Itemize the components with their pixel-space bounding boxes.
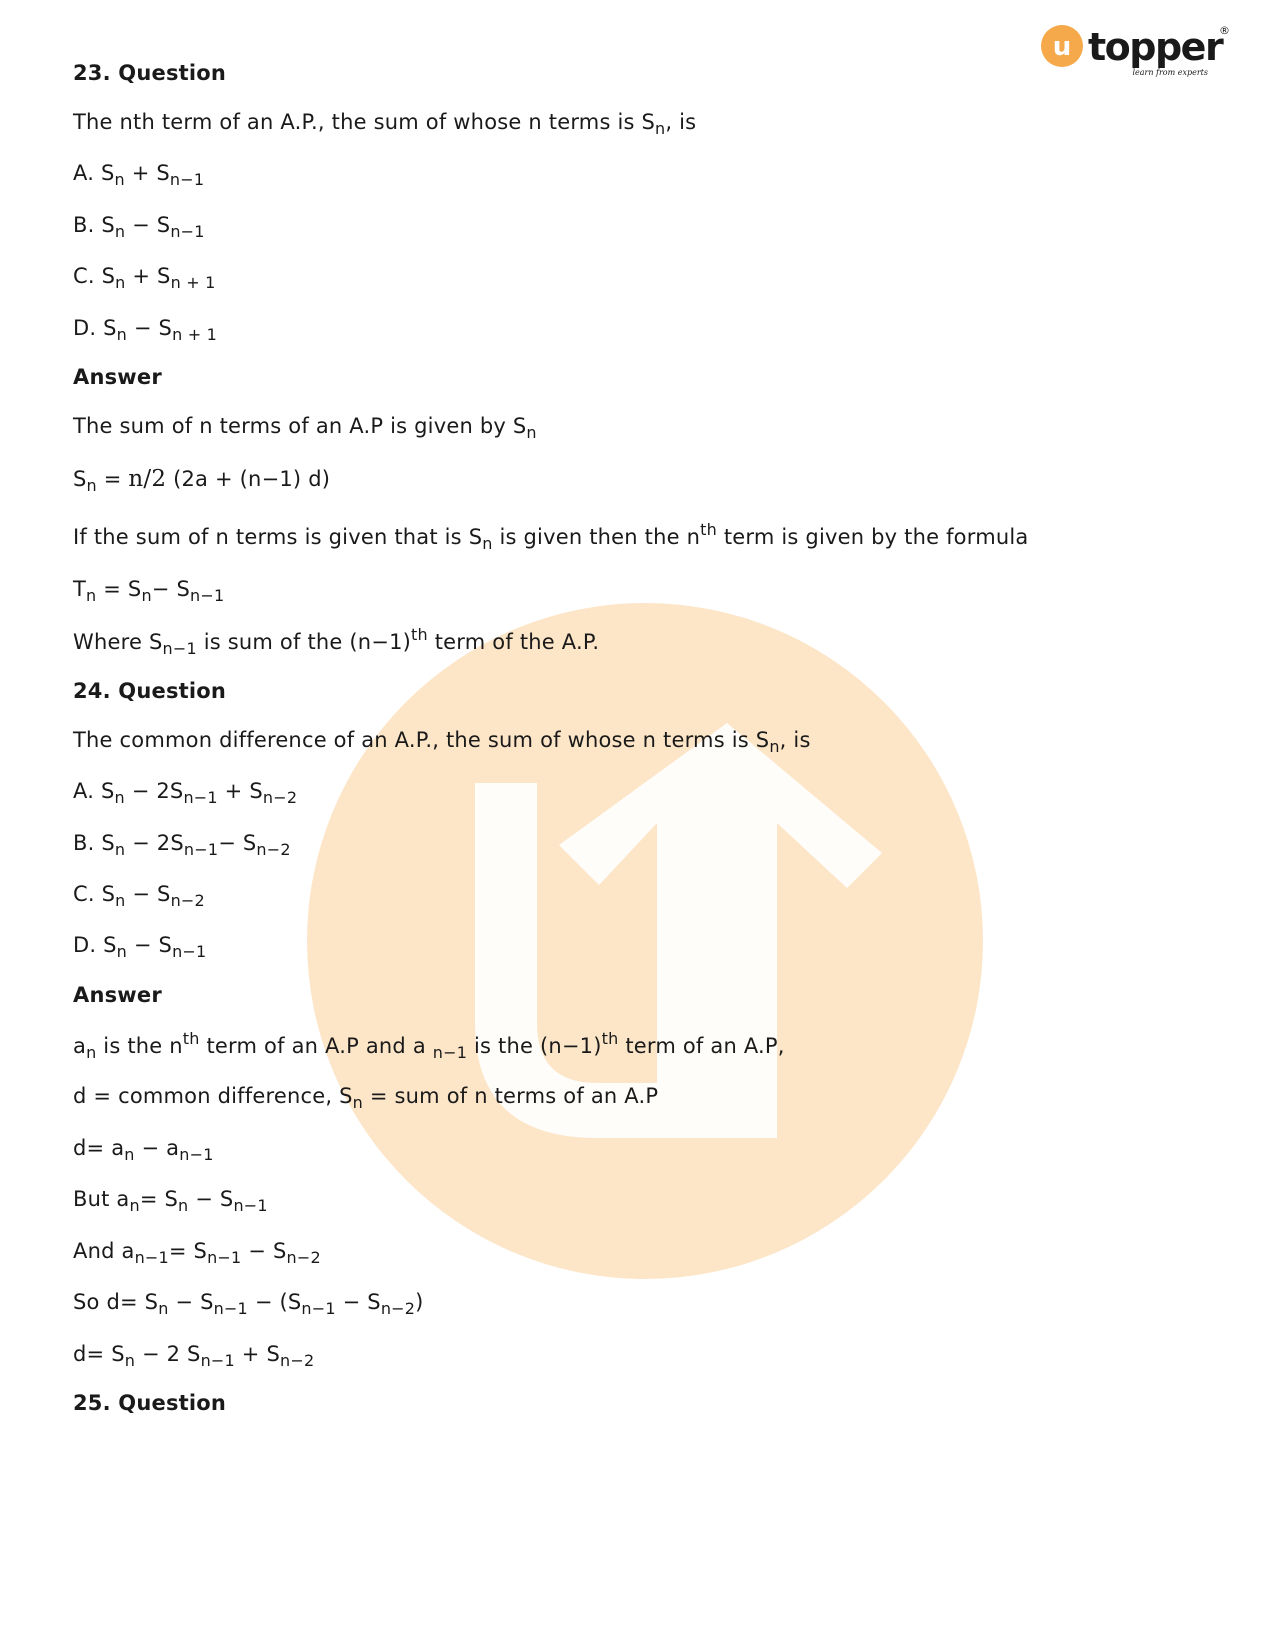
q24-heading: 24. Question bbox=[73, 679, 227, 703]
q23-solution-line-1: The sum of n terms of an A.P is given by $S_n$ bbox=[73, 414, 537, 442]
q24-answer-label: Answer bbox=[73, 983, 162, 1007]
q24-option-a: A. $S_n - 2S_{n-1} + S_{n-2}$ bbox=[73, 779, 298, 807]
q23-option-b: B. $S_n - S_{n-1}$ bbox=[73, 213, 205, 241]
q24-option-b: B. $S_n - 2S_{n-1}- S_{n-2}$ bbox=[73, 831, 291, 859]
q23-answer-label: Answer bbox=[73, 365, 162, 389]
q24-solution-line-5: And $a_{n-1}= S_{n-1} - S_{n-2}$ bbox=[73, 1239, 321, 1267]
registered-mark: ® bbox=[1219, 24, 1230, 37]
q25-heading: 25. Question bbox=[73, 1391, 227, 1415]
q23-heading: 23. Question bbox=[73, 61, 227, 85]
q23-stem: The nth term of an A.P., the sum of whose n terms is $S_n$, is bbox=[73, 110, 697, 138]
q23-solution-line-2: $S_n = n/2$ (2a + (n−1) d) bbox=[73, 466, 331, 495]
q24-stem: The common difference of an A.P., the sum of whose n terms is $S_n$, is bbox=[73, 728, 811, 756]
q24-solution-line-7: $d= S_n - 2$ $S_{n-1} + S_{n-2}$ bbox=[73, 1342, 315, 1370]
topper-logo bbox=[1040, 20, 1240, 80]
q23-option-a: A. $S_n + S_{n-1}$ bbox=[73, 161, 205, 189]
q23-option-c: C. $S_n + S_{n + 1}$ bbox=[73, 264, 216, 292]
q23-solution-line-3: If the sum of n terms is given that is $S_n$ is given then the $n^{th}$ term is given by the formula bbox=[73, 520, 1029, 553]
logo-letter: u bbox=[1052, 32, 1072, 62]
q23-solution-line-5: Where $S_{n-1}$ is sum of the $(n-1)^{th}$ term of the A.P. bbox=[73, 625, 600, 658]
q24-option-c: C. $S_n - S_{n-2}$ bbox=[73, 882, 205, 910]
logo-tagline: learn from experts bbox=[1132, 68, 1208, 77]
q24-solution-line-2: d = common difference, $S_n$ = sum of n terms of an A.P bbox=[73, 1084, 659, 1112]
q24-solution-line-1: $a_n$ is the $n^{th}$ term of an A.P and a $_{n-1}$ is the $(n-1)^{th}$ term of an A.P, bbox=[73, 1029, 785, 1062]
q24-option-d: D. $S_n - S_{n-1}$ bbox=[73, 933, 207, 961]
q23-option-d: D. $S_n - S_{n + 1}$ bbox=[73, 316, 217, 344]
q24-solution-line-6: So $d= S_n - S_{n-1} - (S_{n-1} - S_{n-2})$ bbox=[73, 1290, 424, 1318]
watermark-logo bbox=[307, 603, 983, 1279]
logo-text: topper bbox=[1088, 25, 1223, 69]
q23-solution-line-4: $T_n = S_n- S_{n-1}$ bbox=[73, 577, 225, 605]
q24-solution-line-4: But $a_n= S_n - S_{n-1}$ bbox=[73, 1187, 268, 1215]
q24-solution-line-3: $d= a_n - a_{n-1}$ bbox=[73, 1136, 214, 1164]
